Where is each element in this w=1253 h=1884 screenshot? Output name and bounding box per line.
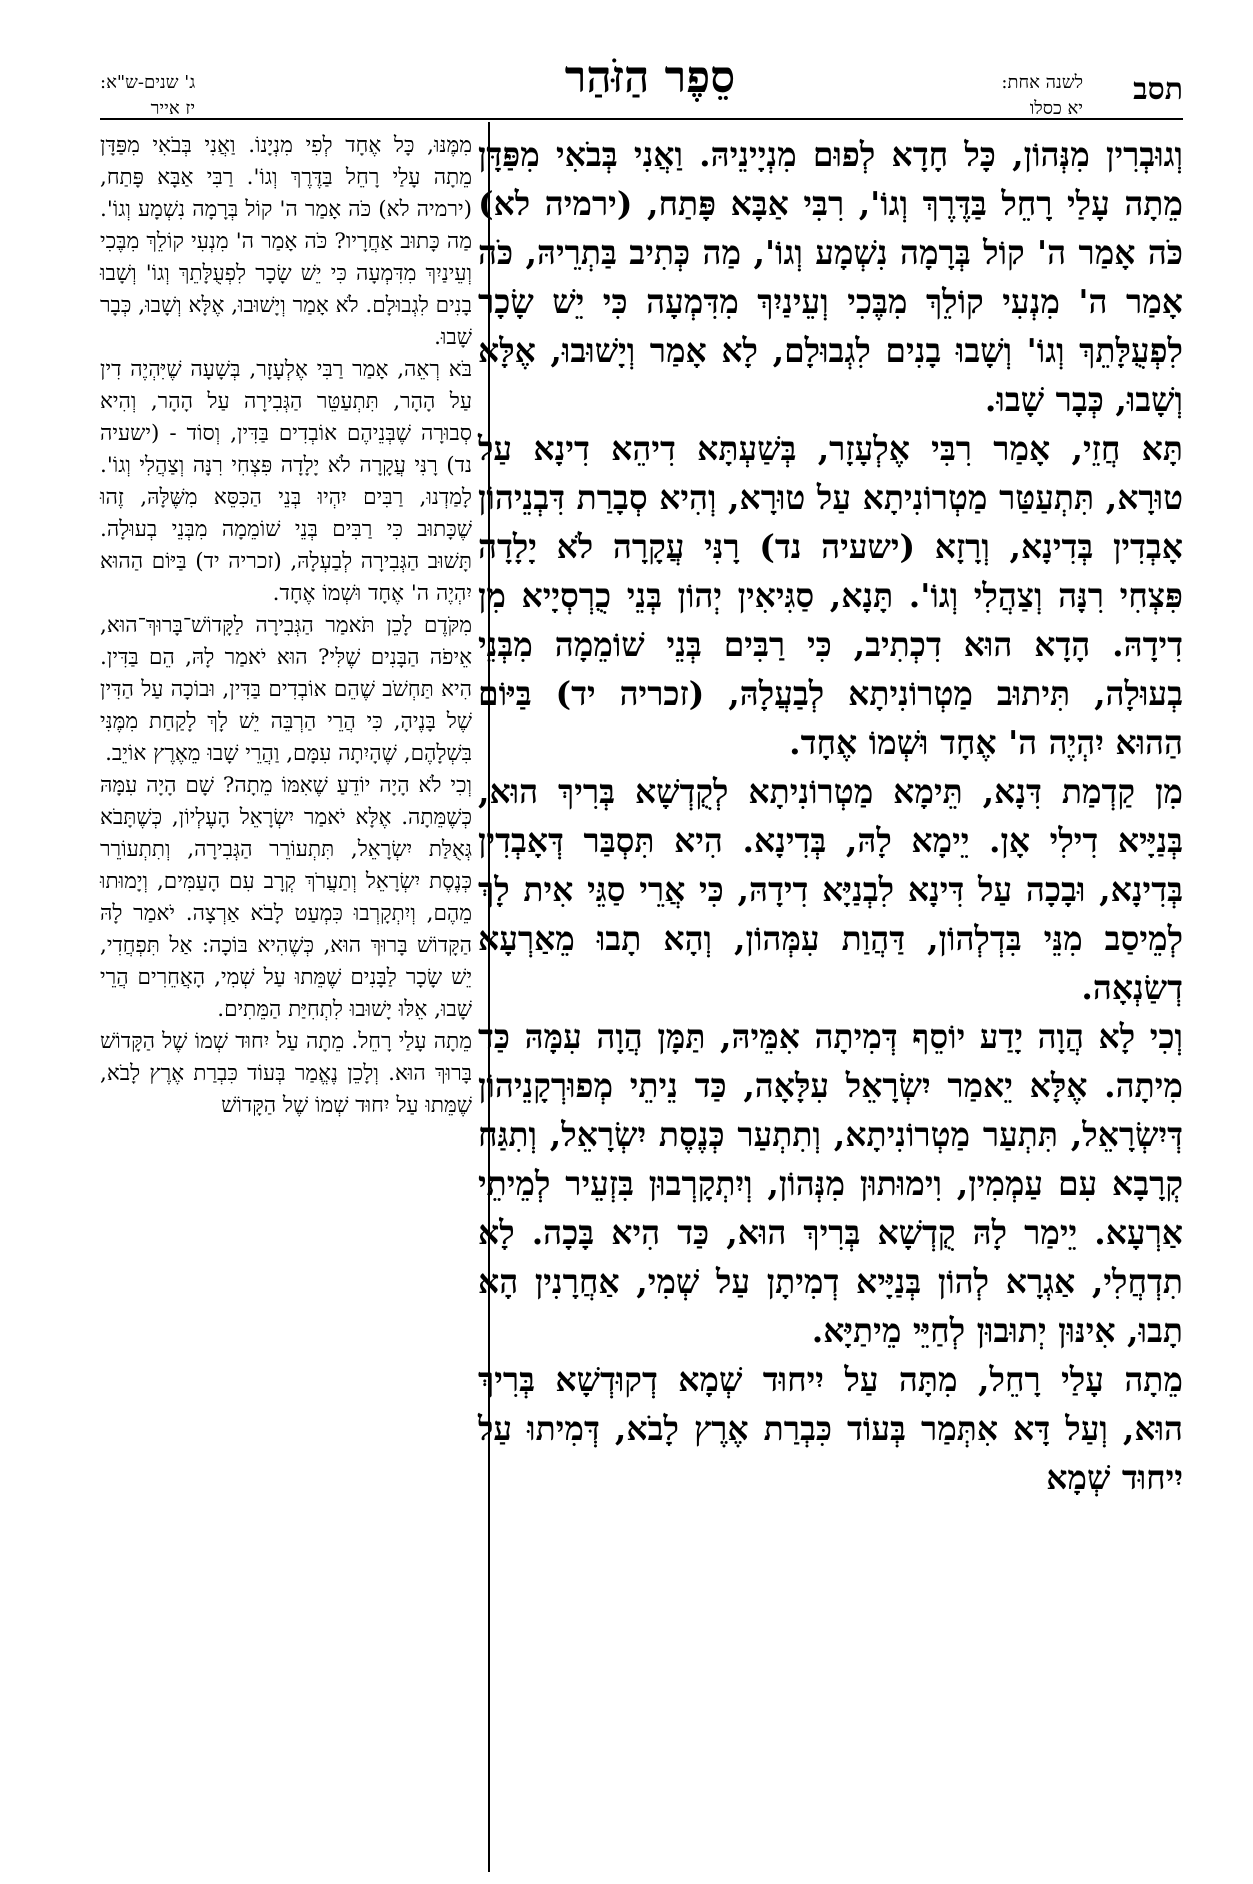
main-paragraph: מֵתָה עָלַי רָחֵל, מִתָּה עַל יִיחוּד שְׁמָא דְקוּדְשָׁא בְּרִיךְ הוּא, וְעַל דָּא אִתְּמַר בְּעוֹד כִּבְרַת אֶרֶץ לָבֹא, דְּמִיתוּ עַל יִיחוּד שְׁמָא: [478, 1360, 1183, 1497]
main-paragraph: וְכִי לָא הֲוָה יָדַע יוֹסֵף דְּמִיתָה אִמֵּיהּ, תַּמָּן הֲוָה עִמָּהּ כַּד מִיתָה. אֶלָּא יֵאמַר יִשְׂרָאֵל עִלָּאָה, כַּד נֵיתֵי מְפוּרְקָנֵיהוֹן דְּיִשְׂרָאֵל, תִּתְעַר מַטְרוֹנִיתָא, וְתִתְעַר כְּנֶסֶת יִשְׂרָאֵל, וְתִגַּח קְרָבָא עִם עַמְמִין, וִימוּתוּן מִנְּהוֹן, וְיִתְקָרְבוּן בִּזְעֵיר לְמֵיתֵי אַרְעָא. יֵימַר לָהּ קֻדְשָׁא בְּרִיךְ הוּא, כַּד הִיא בָּכָה. לָא תִדְחֲלִי, אַגְרָא לְהוֹן בְּנַיָּיא דְמִיתָן עַל שְׁמִי, אַחֲרָנִין הָא תָבוּ, אִינּוּן יְתוּבוּן לְחַיֵּי מֵיתַיָּא.: [478, 1017, 1183, 1350]
main-paragraph: מִן קַדְמַת דִּנָא, תֵּימָא מַטְרוֹנִיתָא לְקֻדְשָׁא בְּרִיךְ הוּא, בְּנַיָּיא דִילִי אָן. יֵימָא לָהּ, בְּדִינָא. הִיא תִּסְבַּר דְּאָבְדִין בְּדִינָא, וּבָכָה עַל דִּינָא לִבְנַיָּא דִידָהּ, כִּי אֲרֵי סַגֵּי אִית לָךְ לְמֵיסַב מִנֵּי בִּדְלְהוֹן, דַּהֲוַת עִמְּהוֹן, וְהָא תָבוּ מֵאַרְעָא דְשַׂנְאָה.: [478, 772, 1184, 1007]
schedule-one-year-label: לשנה אחת:: [1001, 72, 1083, 93]
schedule-three-years: [100, 70, 195, 122]
page-number: תסב: [1133, 72, 1183, 107]
column-divider: [488, 122, 490, 1872]
book-title: סֵפֶר הַזֹּהַר: [564, 52, 736, 103]
main-paragraph: תָּא חֲזֵי, אָמַר רִבִּי אֶלְעָזָר, בְּשַׁעְתָּא דִיהֵא דִינָא עַל טוּרָא, תִּתְעַטַּר מַטְרוֹנִיתָא עַל טוּרָא, וְהִיא סְבָרַת דִּבְנֵיהוֹן אָבְדִין בְּדִינָא, וְרָזָא (ישעיה נד) רָנִּי עֲקָרָה לֹא יָלָדָה פִּצְחִי רִנָּה וְצַהֲלִי וְגוֹ'. תָּנָא, סַגִּיאִין יְהוֹן בְּנֵי כֻרְסְיָיא מִן דִידָהּ. הָדָא הוּא דִכְתִיב, כִּי רַבִּים בְּנֵי שׁוֹמֵמָה מִבְּנֵי בְעוּלָה, תִּיתוּב מַטְרוֹנִיתָא לְבַעֲלָהּ, (זכריה יד) בַּיּוֹם הַהוּא יִהְיֶה ה' אֶחָד וּשְׁמוֹ אֶחָד.: [478, 429, 1183, 762]
page-header: [0, 0, 1253, 120]
schedule-three-years-label: ג' שנים-ש"א:: [100, 72, 196, 93]
side-paragraph: וְכִי לֹא הָיָה יוֹדֵעַ שֶׁאִמּוֹ מֵתָה? שָׁם הָיָה עִמָּהּ כְּשֶׁמֵּתָה. אֶלָּא יֹאמַר יִשְׂרָאֵל הָעֶלְיוֹן, כְּשֶׁתָּבֹא גְּאֻלַּת יִשְׂרָאֵל, תִּתְעוֹרֵר הַגְּבִירָה, וְתִתְעוֹרֵר כְּנֶסֶת יִשְׂרָאֵל וְתַעֲרֹךְ קְרָב עִם הָעַמִּים, וְיָמוּתוּ מֵהֶם, וְיִתְקָרְבוּ כִּמְעַט לָבֹא אַרְצָה. יֹאמַר לָהּ הַקָּדוֹשׁ בָּרוּךְ הוּא, כְּשֶׁהִיא בּוֹכָה: אַל תִּפְחֲדִי, יֵשׁ שָׂכָר לַבָּנִים שֶׁמֵּתוּ עַל שְׁמִי, הָאֲחֵרִים הֲרֵי שָׁבוּ, אֵלּוּ יָשׁוּבוּ לִתְחִיַּת הַמֵּתִים.: [100, 773, 472, 1022]
schedule-one-year: [1001, 70, 1083, 122]
aramaic-main-column: [478, 130, 1183, 1502]
header-rule: [100, 118, 1183, 120]
schedule-one-year-date: יא כסלו: [1029, 98, 1083, 119]
side-paragraph: בֹּא רְאֵה, אָמַר רַבִּי אֶלְעָזָר, בְּשָׁעָה שֶׁיִּהְיֶה דִין עַל הָהָר, תִּתְעַטֵּר הַגְּבִירָה עַל הָהָר, וְהִיא סְבוּרָה שֶׁבְּנֵיהֶם אוֹבְדִים בַּדִּין, וְסוֹד - (ישעיה נד) רָנִּי עֲקָרָה לֹא יָלָדָה פִּצְחִי רִנָּה וְצַהֲלִי וְגוֹ'. לָמַדְנוּ, רַבִּים יִהְיוּ בְּנֵי הַכִּסֵּא מִשֶּׁלָּהּ, זֶהוּ שֶׁכָּתוּב כִּי רַבִּים בְּנֵי שׁוֹמֵמָה מִבְּנֵי בְעוּלָה. תָּשׁוּב הַגְּבִירָה לְבַעְלָהּ, (זכריה יד) בַּיּוֹם הַהוּא יִהְיֶה ה' אֶחָד וּשְׁמוֹ אֶחָד.: [100, 357, 472, 606]
side-paragraph: מִמֶּנּוּ, כָּל אֶחָד לְפִי מִנְיָנוֹ. וַאֲנִי בְּבֹאִי מִפַּדָּן מֵתָה עָלַי רָחֵל בַּדֶּרֶךְ וְגוֹ'. רַבִּי אַבָּא פָּתַח, (ירמיה לא) כֹּה אָמַר ה' קוֹל בְּרָמָה נִשְׁמָע וְגוֹ'. מַה כָּתוּב אַחֲרָיו? כֹּה אָמַר ה' מִנְעִי קוֹלֵךְ מִבֶּכִי וְעֵינַיִךְ מִדִּמְעָה כִּי יֵשׁ שָׂכָר לִפְעֻלָּתֵךְ וְגוֹ' וְשָׁבוּ בָנִים לִגְבוּלָם. לֹא אָמַר וְיָשׁוּבוּ, אֶלָּא וְשָׁבוּ, כְּבָר שָׁבוּ.: [99, 133, 472, 350]
side-paragraph: מֵתָה עָלַי רָחֵל. מֵתָה עַל יִחוּד שְׁמוֹ שֶׁל הַקָּדוֹשׁ בָּרוּךְ הוּא. וְלָכֵן נֶאֱמַר בְּעוֹד כִּבְרַת אֶרֶץ לָבֹא, שֶׁמֵּתוּ עַל יִחוּד שְׁמוֹ שֶׁל הַקָּדוֹשׁ: [100, 1029, 472, 1118]
main-paragraph: וְגוּבְרִין מִנְּהוֹן, כָּל חָדָא לְפוּם מִנְיָינֵיהּ. וַאֲנִי בְּבֹאִי מִפַּדָּן מֵתָה עָלַי רָחֵל בַּדֶּרֶךְ וְגוֹ', רִבִּי אַבָּא פָּתַח, (ירמיה לא) כֹּה אָמַר ה' קוֹל בְּרָמָה נִשְׁמָע וְגוֹ', מַה כְּתִיב בַּתְרֵיהּ, כֹּה אָמַר ה' מִנְעִי קוֹלֵךְ מִבֶּכִי וְעֵינַיִךְ מִדִּמְעָה כִּי יֵשׁ שָׂכָר לִפְעֻלָּתֵךְ וְגוֹ' וְשָׁבוּ בָנִים לִגְבוּלָם, לָא אָמַר וְיָשׁוּבוּ, אֶלָּא וְשָׁבוּ, כְּבָר שָׁבוּ.: [478, 135, 1183, 419]
side-paragraph: מִקֹּדֶם לָכֵן תֹּאמַר הַגְּבִירָה לַקָּדוֹשׁ־בָּרוּךְ־הוּא, אֵיפֹה הַבָּנִים שֶׁלִּי? הוּא יֹאמַר לָהּ, הֵם בַּדִּין. הִיא תַּחְשֹׁב שֶׁהֵם אוֹבְדִים בַּדִּין, וּבוֹכָה עַל הַדִּין שֶׁל בָּנֶיהָ, כִּי הֲרֵי הַרְבֵּה יֵשׁ לָךְ לָקַחַת מִמֶּנִּי בִּשְׁלָהֶם, שֶׁהָיִתָה עִמָּם, וַהֲרֵי שָׁבוּ מֵאֶרֶץ אוֹיֵב.: [100, 613, 472, 766]
hebrew-translation-column: [100, 130, 472, 1122]
schedule-three-years-date: יז אייר: [150, 98, 196, 119]
